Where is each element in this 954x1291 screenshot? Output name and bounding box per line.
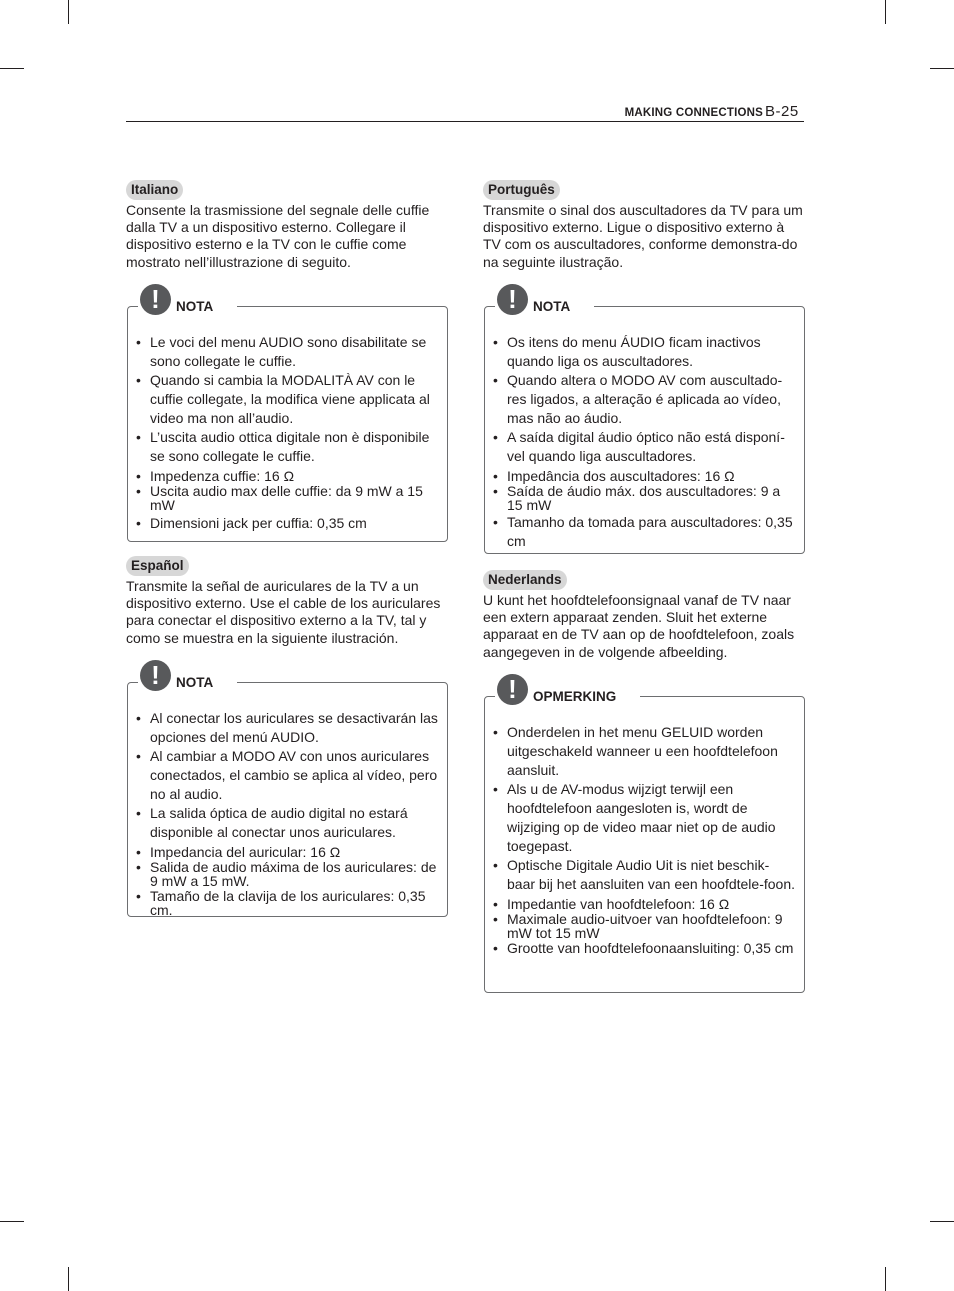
section-title: MAKING CONNECTIONS [624, 107, 763, 119]
language-label-italiano: Italiano [126, 180, 183, 200]
note-box-nederlands [484, 673, 805, 993]
note-box-espanol [127, 659, 448, 918]
list-item: • Onderdelen in het menu GELUID worden uitgeschakeld wanneer u een hoofdtelefoon aansluit. [493, 723, 796, 780]
note-header [495, 672, 640, 706]
header-divider [126, 121, 804, 122]
note-title: OPMERKING [533, 688, 617, 704]
section-portugues [483, 180, 805, 271]
note-list [493, 333, 796, 551]
crop-mark [0, 68, 24, 69]
list-item: • L’uscita audio ottica digitale non è disponibile se sono collegate le cuffie. [136, 428, 439, 466]
list-item: • Quando si cambia la MODALITÀ AV con le cuffie collegate, la modifica viene applicata al video ma non all’audio. [136, 371, 439, 428]
exclamation-icon: ! [140, 284, 171, 315]
section-description: U kunt het hoofdtelefoonsignaal vanaf de TV naar een extern apparaat zenden. Sluit het externe apparaat en de TV aan op de hoofdtelefoon, zoals aangegeven in de volgende afbeelding. [483, 592, 795, 660]
crop-mark [0, 1221, 24, 1222]
section-description: Transmite o sinal dos auscultadores da TV para um dispositivo externo. Ligue o dispositivo externo à TV com os auscultadores, conforme demonstra-do na seguinte ilustração. [483, 202, 803, 270]
exclamation-icon: ! [497, 284, 528, 315]
list-item: • Saída de áudio máx. dos auscultadores: 9 a 15 mW [493, 484, 796, 513]
list-item: • A saída digital áudio óptico não está disponí-vel quando liga auscultadores. [493, 428, 796, 466]
list-item: • Tamaño de la clavija de los auriculares: 0,35 cm. [136, 889, 439, 918]
note-header [495, 282, 594, 316]
list-item: • Optische Digitale Audio Uit is niet beschik-baar bij het aansluiten van een hoofdtele-foon. [493, 856, 796, 894]
section-description: Transmite la señal de auriculares de la TV a un dispositivo externo. Use el cable de los auriculares para conectar el dispositivo externo a la TV, tal y como se muestra en la siguiente ilustración. [126, 578, 441, 646]
list-item: • Le voci del menu AUDIO sono disabilitate se sono collegate le cuffie. [136, 333, 439, 371]
list-item: • Impedancia del auricular: 16 Ω [136, 845, 439, 860]
list-item: • Al conectar los auriculares se desactivarán las opciones del menú AUDIO. [136, 709, 439, 747]
note-header [138, 658, 237, 692]
list-item: • Salida de audio máxima de los auriculares: de 9 mW a 15 mW. [136, 860, 439, 889]
note-header [138, 282, 237, 316]
list-item: • Impedenza cuffie: 16 Ω [136, 469, 439, 484]
list-item: • Als u de AV-modus wijzigt terwijl een hoofdtelefoon aangesloten is, wordt de wijziging op de video maar niet op de audio toegepast. [493, 780, 796, 856]
list-item: • Grootte van hoofdtelefoonaansluiting: 0,35 cm [493, 941, 796, 956]
crop-mark [930, 1221, 954, 1222]
note-list [136, 709, 439, 918]
note-box-italiano [127, 283, 448, 542]
list-item: • La salida óptica de audio digital no estará disponible al conectar unos auriculares. [136, 804, 439, 842]
crop-mark [885, 0, 886, 24]
note-title: NOTA [533, 298, 571, 314]
section-espanol [126, 556, 448, 647]
language-label-portugues: Português [483, 180, 560, 200]
section-description: Consente la trasmissione del segnale delle cuffie dalla TV a un dispositivo esterno. Collegare il dispositivo esterno e la TV con le cuffie come mostrato nell’illustrazione di seguito. [126, 202, 430, 270]
note-list [493, 723, 796, 955]
section-nederlands [483, 570, 805, 661]
section-italiano [126, 180, 448, 271]
exclamation-icon: ! [140, 660, 171, 691]
list-item: • Maximale audio-uitvoer van hoofdtelefoon: 9 mW tot 15 mW [493, 912, 796, 941]
crop-mark [930, 68, 954, 69]
list-item: • Quando altera o MODO AV com auscultado-res ligados, a alteração é aplicada ao vídeo, mas não ao áudio. [493, 371, 796, 428]
note-box-portugues [484, 283, 805, 554]
crop-mark [68, 1267, 69, 1291]
page-number: B-25 [765, 103, 799, 120]
list-item: • Impedantie van hoofdtelefoon: 16 Ω [493, 897, 796, 912]
crop-mark [885, 1267, 886, 1291]
note-list [136, 333, 439, 533]
list-item: • Os itens do menu ÁUDIO ficam inactivos quando liga os auscultadores. [493, 333, 796, 371]
language-label-nederlands: Nederlands [483, 570, 567, 590]
list-item: • Dimensioni jack per cuffia: 0,35 cm [136, 514, 439, 533]
note-title: NOTA [176, 298, 214, 314]
exclamation-icon: ! [497, 674, 528, 705]
language-label-espanol: Español [126, 556, 189, 576]
list-item: • Tamanho da tomada para auscultadores: 0,35 cm [493, 513, 796, 551]
crop-mark [68, 0, 69, 24]
note-title: NOTA [176, 674, 214, 690]
list-item: • Uscita audio max delle cuffie: da 9 mW a 15 mW [136, 484, 439, 513]
list-item: • Impedância dos auscultadores: 16 Ω [493, 469, 796, 484]
list-item: • Al cambiar a MODO AV con unos auriculares conectados, el cambio se aplica al vídeo, pero no al audio. [136, 747, 439, 804]
